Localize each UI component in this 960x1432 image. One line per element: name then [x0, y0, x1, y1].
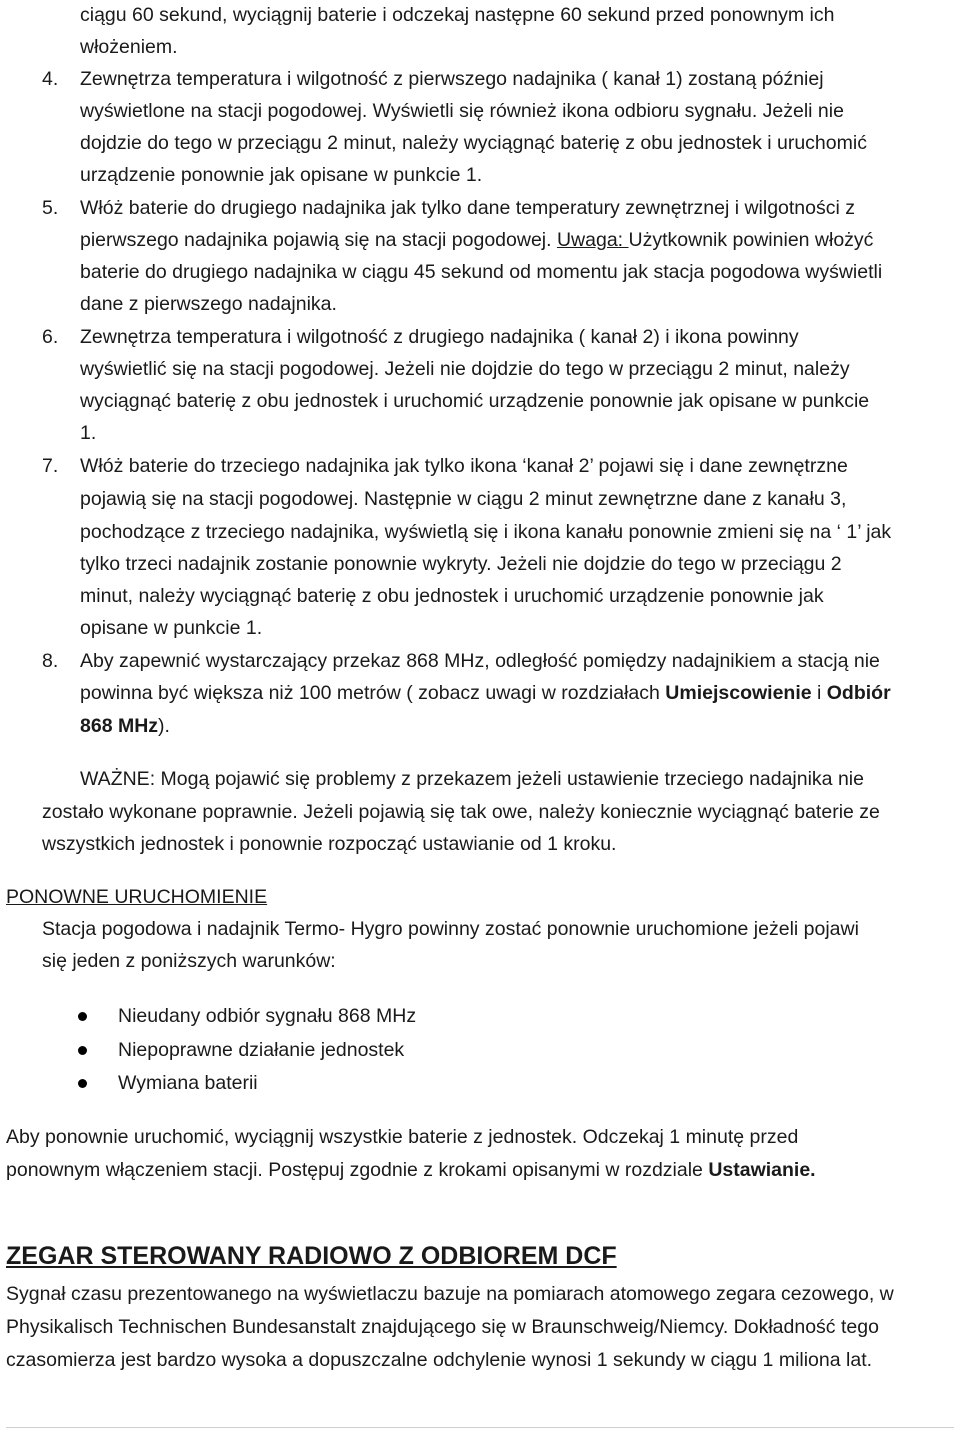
- list-number: 5.: [42, 197, 59, 219]
- text-run: powinna być większa niż 100 metrów ( zobacz uwagi w rozdziałach: [80, 682, 666, 704]
- list-item-text: tylko trzeci nadajnik zostanie ponownie wykryty. Jeżeli nie dojdzie do tego w przeciągu 2: [80, 553, 842, 575]
- text-run: pierwszego nadajnika pojawią się na stacji pogodowej.: [80, 229, 557, 251]
- list-item-text: Włóż baterie do trzeciego nadajnika jak tylko ikona ‘kanał 2’ pojawi się i dane zewnętrzne: [80, 455, 848, 477]
- paragraph-line: się jeden z poniższych warunków:: [42, 950, 336, 972]
- list-item-text: dane z pierwszego nadajnika.: [80, 293, 337, 315]
- list-item-text: opisane w punkcie 1.: [80, 617, 263, 639]
- list-item-text: minut, należy wyciągnąć baterię z obu jednostek i uruchomić urządzenie ponownie jak: [80, 585, 824, 607]
- list-item-text: wyświetlone na stacji pogodowej. Wyświetli się również ikona odbioru sygnału. Jeżeli nie: [80, 100, 844, 122]
- continued-text-line: ciągu 60 sekund, wyciągnij baterie i odczekaj następne 60 sekund przed ponownym ich: [80, 4, 835, 26]
- section-reference: Umiejscowienie: [665, 682, 812, 704]
- list-number: 7.: [42, 455, 59, 477]
- list-item-text: [80, 680, 891, 706]
- important-note-line: zostało wykonane poprawnie. Jeżeli pojawią się tak owe, należy koniecznie wyciągnąć baterie ze: [42, 801, 880, 823]
- text-run: i: [811, 682, 827, 704]
- section-heading-dcf: ZEGAR STEROWANY RADIOWO Z ODBIOREM DCF: [6, 1242, 617, 1270]
- paragraph-line: [6, 1157, 816, 1183]
- list-item-text: Aby zapewnić wystarczający przekaz 868 MHz, odległość pomiędzy nadajnikiem a stacją nie: [80, 650, 880, 672]
- paragraph-line: czasomierza jest bardzo wysoka a dopuszczalne odchylenie wynosi 1 sekundy w ciągu 1 miliona lat.: [6, 1349, 873, 1371]
- important-note-line: WAŻNE: Mogą pojawić się problemy z przekazem jeżeli ustawienie trzeciego nadajnika nie: [80, 768, 864, 790]
- text-run: ponownym włączeniem stacji. Postępuj zgodnie z krokami opisanymi w rozdziale: [6, 1159, 709, 1181]
- paragraph-line: Aby ponownie uruchomić, wyciągnij wszystkie baterie z jednostek. Odczekaj 1 minutę przed: [6, 1126, 799, 1148]
- list-item-text: [80, 227, 873, 253]
- list-item-text: wyciągnąć baterię z obu jednostek i uruchomić urządzenie ponownie jak opisane w punkcie: [80, 390, 870, 412]
- continued-text-line: włożeniem.: [80, 36, 178, 58]
- paragraph-line: Sygnał czasu prezentowanego na wyświetlaczu bazuje na pomiarach atomowego zegara cezowego, w: [6, 1283, 894, 1305]
- bullet-item: Niepoprawne działanie jednostek: [118, 1039, 405, 1061]
- list-item-text: pojawią się na stacji pogodowej. Następnie w ciągu 2 minut zewnętrzne dane z kanału 3,: [80, 488, 847, 510]
- list-item-text: Zewnętrza temperatura i wilgotność z pierwszego nadajnika ( kanał 1) zostaną później: [80, 68, 824, 90]
- list-number: 6.: [42, 326, 59, 348]
- section-heading-restart: PONOWNE URUCHOMIENIE: [6, 886, 268, 908]
- paragraph-line: Stacja pogodowa i nadajnik Termo- Hygro powinny zostać ponownie uruchomione jeżeli pojawi: [42, 918, 859, 940]
- bullet-icon: [78, 1012, 87, 1021]
- section-reference: Ustawianie.: [708, 1159, 816, 1181]
- list-item-text: Włóż baterie do drugiego nadajnika jak tylko dane temperatury zewnętrznej i wilgotności z: [80, 197, 855, 219]
- list-item-text: pochodzące z trzeciego nadajnika, wyświetlą się i ikona kanału ponownie zmieni się na ‘ 1’ jak: [80, 521, 892, 543]
- bullet-icon: [78, 1079, 87, 1088]
- paragraph-line: Physikalisch Technischen Bundesanstalt znajdującego się w Braunschweig/Niemcy. Dokładność tego: [6, 1316, 879, 1338]
- list-item-text: [80, 713, 170, 739]
- section-reference: 868 MHz: [80, 715, 159, 737]
- list-item-text: baterie do drugiego nadajnika w ciągu 45 sekund od momentu jak stacja pogodowa wyświetli: [80, 261, 883, 283]
- important-note-line: wszystkich jednostek i ponownie rozpocząć ustawianie od 1 kroku.: [42, 833, 617, 855]
- bullet-item: Nieudany odbiór sygnału 868 MHz: [118, 1005, 417, 1027]
- list-item-text: wyświetlić się na stacji pogodowej. Jeżeli nie dojdzie do tego w przeciągu 2 minut, należy: [80, 358, 850, 380]
- note-label: Uwaga:: [556, 229, 629, 251]
- list-item-text: dojdzie do tego w przeciągu 2 minut, należy wyciągnąć baterię z obu jednostek i uruchomić: [80, 132, 867, 154]
- text-run: Użytkownik powinien włożyć: [628, 229, 874, 251]
- list-item-text: Zewnętrza temperatura i wilgotność z drugiego nadajnika ( kanał 2) i ikona powinny: [80, 326, 799, 348]
- bullet-icon: [78, 1046, 87, 1055]
- list-number: 8.: [42, 650, 59, 672]
- bullet-item: Wymiana baterii: [118, 1072, 258, 1094]
- section-reference: Odbiór: [826, 682, 891, 704]
- list-item-text: urządzenie ponownie jak opisane w punkcie 1.: [80, 164, 483, 186]
- page-divider: [6, 1427, 954, 1428]
- text-run: ).: [158, 715, 170, 737]
- list-number: 4.: [42, 68, 59, 90]
- list-item-text: 1.: [80, 422, 97, 444]
